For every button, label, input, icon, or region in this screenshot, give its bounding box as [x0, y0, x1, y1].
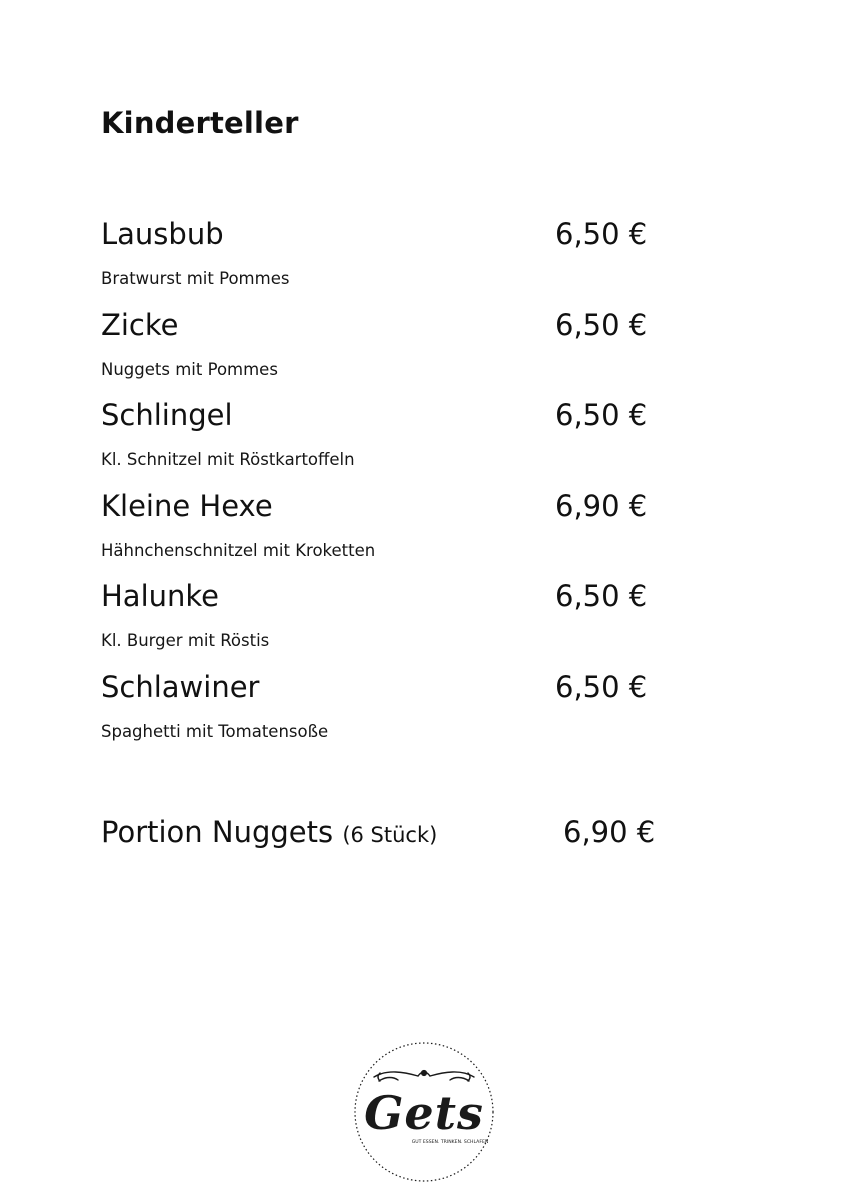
- item-price: 6,50 €: [555, 398, 648, 432]
- item-name: Zicke: [101, 307, 179, 342]
- item-price: 6,50 €: [555, 307, 648, 342]
- item-price: 6,50 €: [555, 217, 648, 251]
- item-price: 6,90 €: [555, 488, 648, 523]
- item-description: Bratwurst mit Pommes: [101, 269, 290, 288]
- page-title: Kinderteller: [101, 106, 299, 140]
- logo-ornament-icon: [374, 1071, 474, 1081]
- item-description: Kl. Burger mit Röstis: [101, 631, 270, 650]
- item-name: Lausbub: [101, 217, 224, 251]
- menu-item: [101, 667, 661, 758]
- extra-item-label: [101, 812, 437, 855]
- item-description: Kl. Schnitzel mit Röstkartoffeln: [101, 450, 355, 469]
- extra-item-quantity: (6 Stück): [342, 823, 438, 847]
- item-price: 6,50 €: [555, 579, 648, 613]
- item-name: Kleine Hexe: [101, 488, 273, 523]
- logo-emblem: [352, 1040, 496, 1184]
- item-price: 6,50 €: [555, 669, 648, 704]
- item-name: Schlingel: [101, 398, 233, 432]
- item-description: Hähnchenschnitzel mit Kroketten: [101, 540, 376, 560]
- menu-item: [101, 305, 661, 396]
- logo-wordmark: Gets: [364, 1086, 484, 1140]
- restaurant-logo: [352, 1040, 496, 1184]
- menu-item: [101, 214, 661, 305]
- menu-item: [101, 395, 661, 486]
- item-description: Nuggets mit Pommes: [101, 359, 278, 379]
- extra-menu-item: [101, 812, 701, 854]
- menu-item: [101, 486, 661, 577]
- extra-item-name: Portion Nuggets: [101, 815, 334, 849]
- menu-item: [101, 576, 661, 667]
- item-name: Halunke: [101, 579, 219, 613]
- extra-item-price: 6,90 €: [563, 815, 656, 849]
- item-description: Spaghetti mit Tomatensoße: [101, 721, 329, 741]
- logo-tagline: GUT ESSEN. TRINKEN. SCHLAFEN: [411, 1140, 489, 1145]
- item-name: Schlawiner: [101, 669, 260, 704]
- menu-list: [101, 214, 661, 757]
